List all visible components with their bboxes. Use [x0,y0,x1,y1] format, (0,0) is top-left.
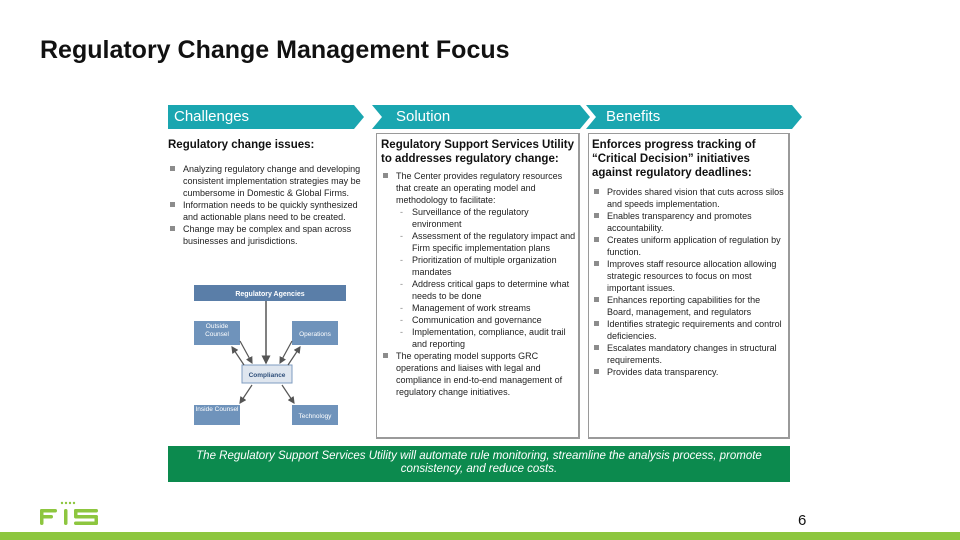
challenges-lead: Regulatory change issues: [168,139,315,151]
stakeholder-diagram [194,285,346,425]
list-item [381,170,576,350]
benefits-panel [588,133,790,439]
list-item: Information needs to be quickly synthesized and actionable plans need to be created. [168,199,372,223]
technology-label: Technology [298,413,332,420]
list-item: Provides shared vision that cuts across silos and speeds implementation. [592,186,786,210]
list-item: - Implementation, compliance, audit trail and reporting [396,326,576,350]
list-item: - Address critical gaps to determine what needs to be done [396,278,576,302]
list-item: The operating model supports GRC operations and liaises with legal and compliance in end-to-end management of regulatory change initiatives. [381,350,576,398]
challenges-header [168,105,364,129]
list-item: - Communication and governance [396,314,576,326]
list-item: - Management of work streams [396,302,576,314]
list-item: Provides data transparency. [592,366,786,378]
list-item: Enhances reporting capabilities for the Board, management, and regulators [592,294,786,318]
solution-bullet-1: The Center provides regulatory resources that create an operating model and methodology to facilitate: [396,171,563,205]
compliance-label: Compliance [248,372,286,379]
list-item: Escalates mandatory changes in structural requirements. [592,342,786,366]
solution-header [372,105,590,129]
benefits-list [592,186,786,378]
inside-counsel-label: Inside Counsel [195,406,239,413]
list-item: Change may be complex and span across businesses and jurisdictions. [168,223,372,247]
list-item: - Prioritization of multiple organization mandates [396,254,576,278]
operations-label: Operations [299,331,331,338]
solution-header-label: Solution [396,108,451,125]
list-item: Enables transparency and promotes accountability. [592,210,786,234]
page-number: 6 [798,512,807,529]
challenges-list [168,163,372,247]
list-item: - Assessment of the regulatory impact and Firm specific implementation plans [396,230,576,254]
list-item: Creates uniform application of regulation by function. [592,234,786,258]
regulatory-agencies-label: Regulatory Agencies [235,291,305,298]
summary-banner: The Regulatory Support Services Utility will automate rule monitoring, streamline the analysis process, promote consistency, and reduce costs. [168,446,790,482]
benefits-lead: Enforces progress tracking of “Critical Decision” initiatives against regulatory deadlines: [592,139,756,179]
list-item: - Surveillance of the regulatory environment [396,206,576,230]
challenges-panel [168,133,372,247]
outside-counsel-label: Outside Counsel [205,323,229,338]
solution-lead: Regulatory Support Services Utility to addresses regulatory change: [381,139,574,165]
list-item: Identifies strategic requirements and control deficiencies. [592,318,786,342]
solution-list [381,170,576,398]
bottom-accent-bar [0,532,960,540]
benefits-header-label: Benefits [606,108,661,125]
page-title: Regulatory Change Management Focus [40,36,510,64]
list-item: Analyzing regulatory change and developing consistent implementation strategies may be cumbersome in Domestic & Global Firms. [168,163,372,199]
fis-logo [40,500,106,528]
solution-sublist [396,206,576,350]
solution-panel [376,133,580,439]
benefits-header [586,105,802,129]
list-item: Improves staff resource allocation allowing strategic resources to focus on most important issues. [592,258,786,294]
challenges-header-label: Challenges [174,108,250,125]
